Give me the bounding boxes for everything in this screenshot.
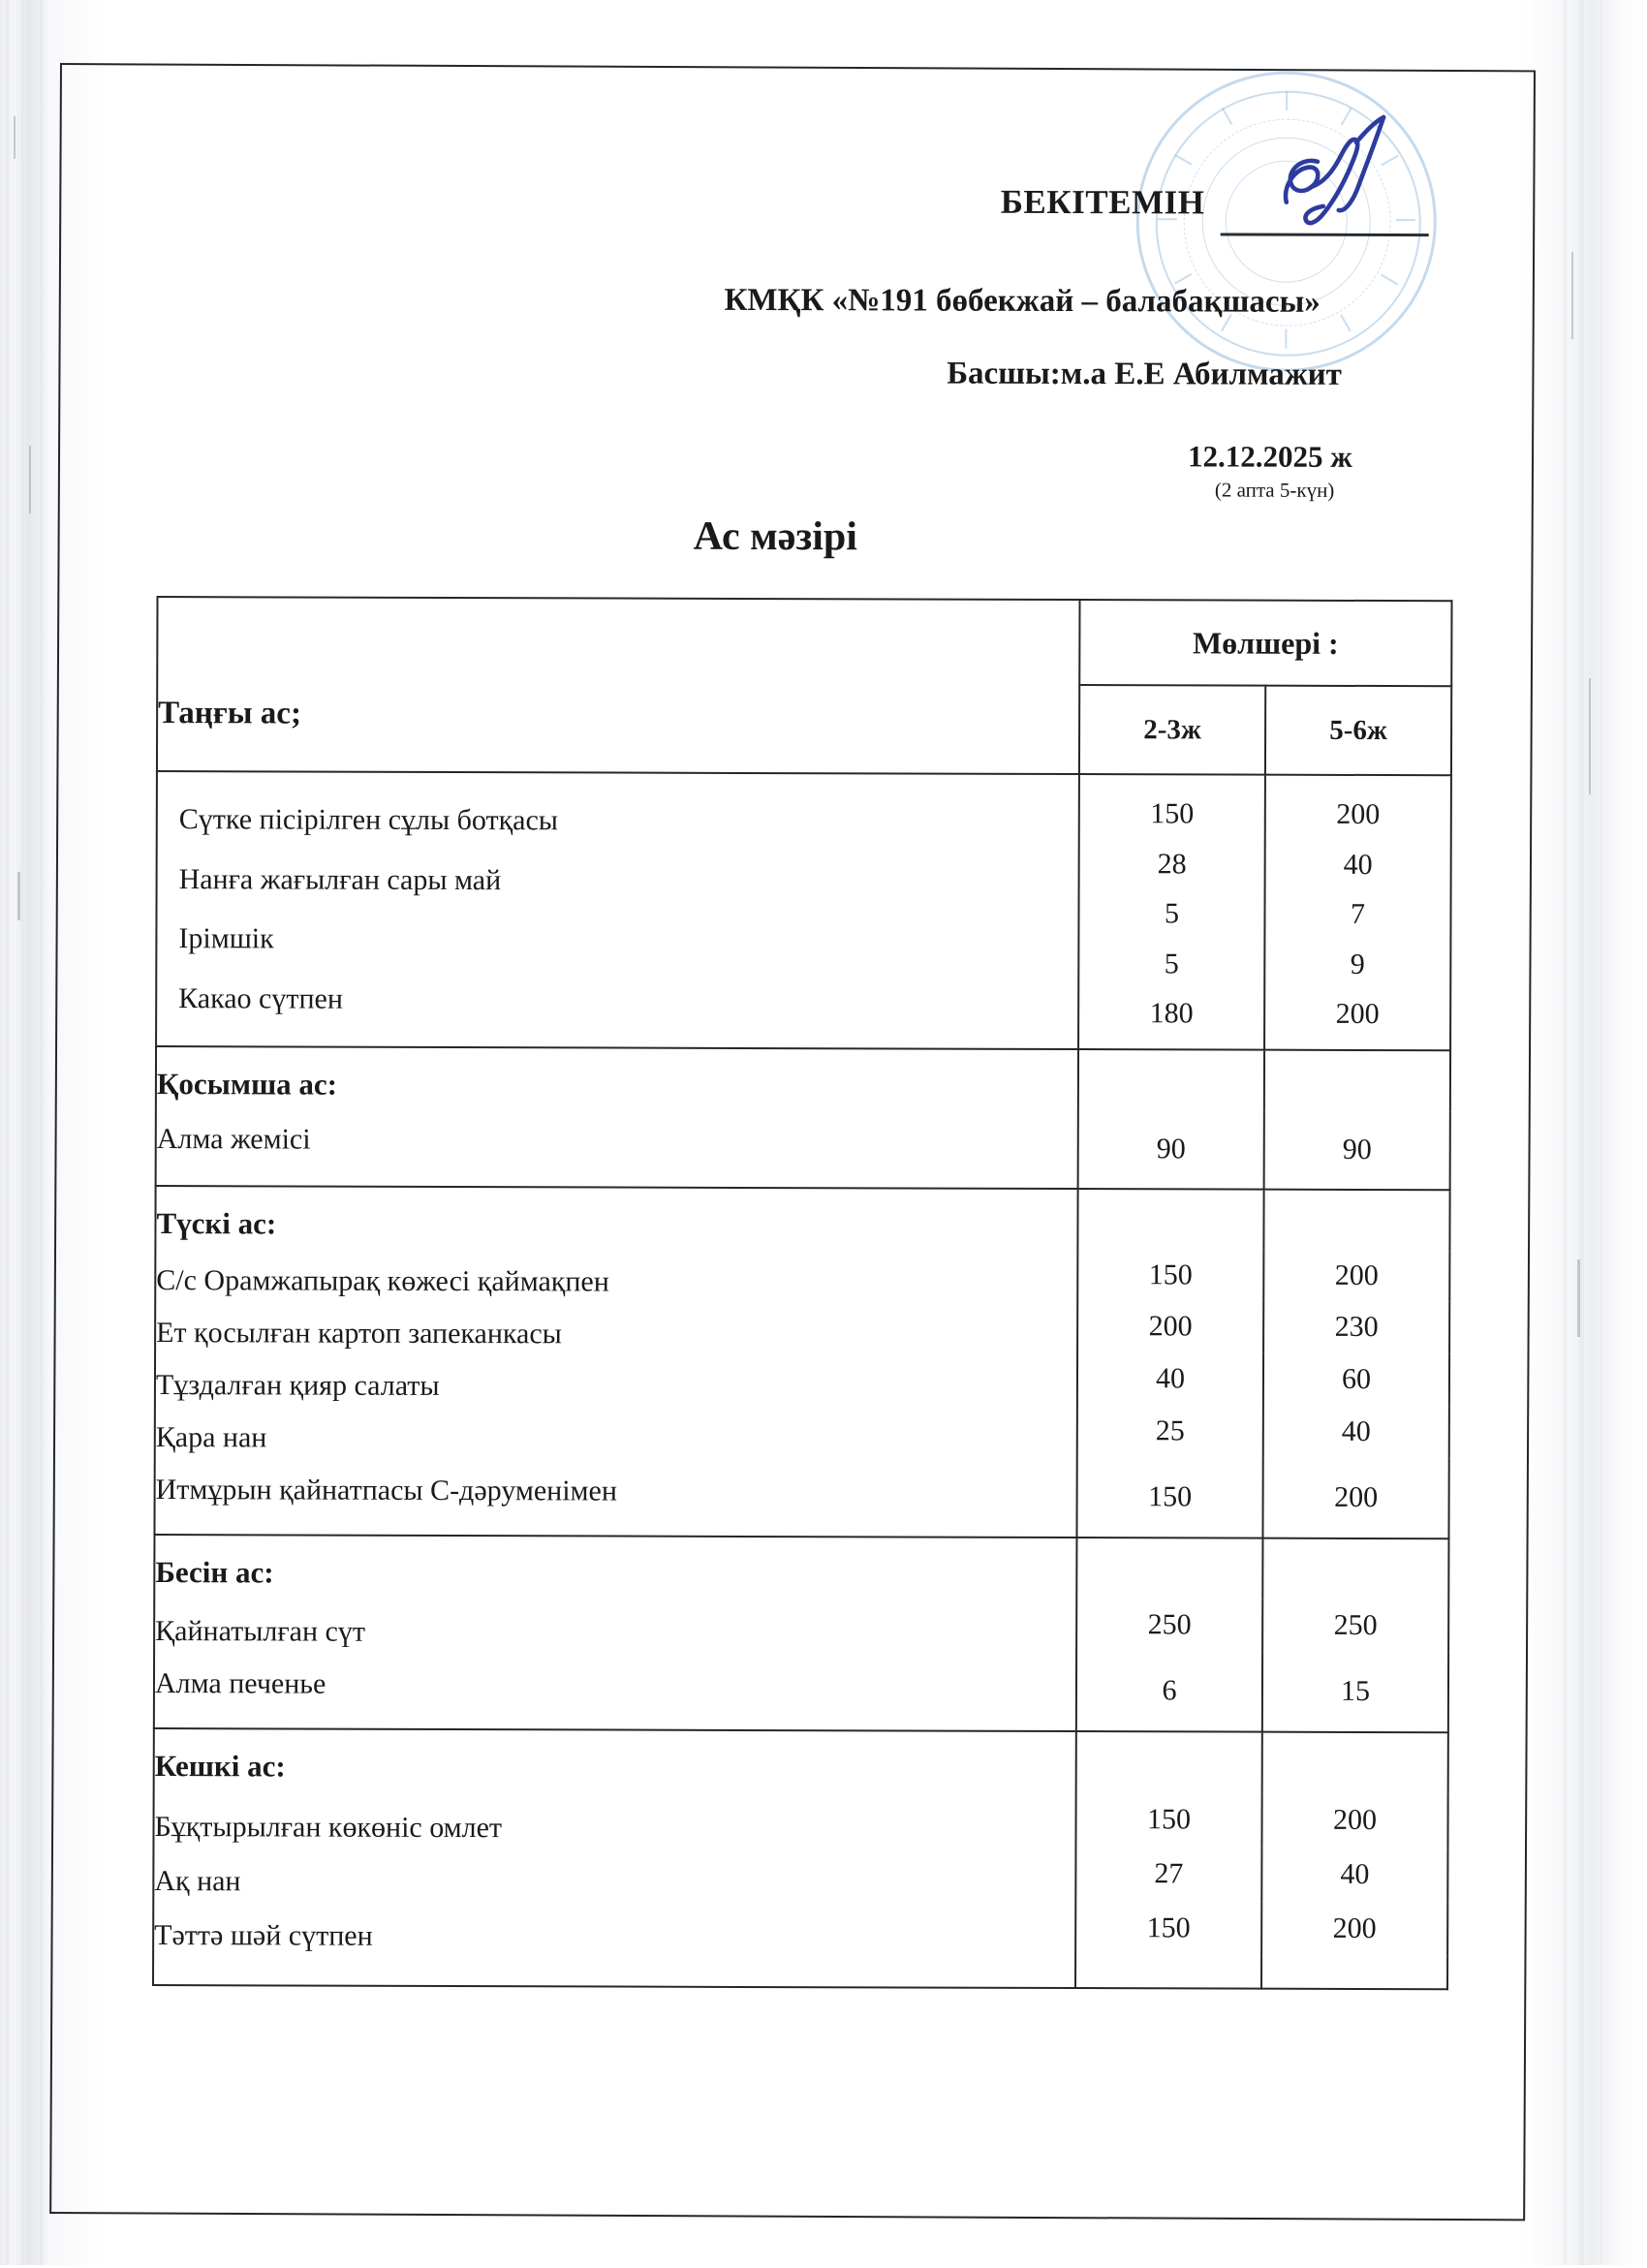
dish-name: Ақ нан (153, 1844, 1075, 1901)
cell-value: 90 (1264, 1111, 1450, 1191)
menu-table (152, 596, 1453, 1990)
cell-value: 40 (1343, 848, 1373, 881)
list-item: Сүтке пісірілген сұлы ботқасы (178, 803, 559, 837)
cell-value: 40 (1261, 1848, 1447, 1903)
empty-cell (1262, 1538, 1448, 1600)
table-row (155, 1350, 1449, 1406)
empty-cell (1076, 1538, 1262, 1600)
cell-value: 15 (1262, 1652, 1448, 1733)
seal-tick (1174, 154, 1192, 166)
cell-value: 150 (1075, 1792, 1261, 1848)
amount-header: Мөлшері : (1079, 600, 1451, 686)
section-title-afternoon: Бесін ас: (154, 1535, 1076, 1599)
section-title-dinner: Кешкі ас: (154, 1728, 1076, 1792)
seal-tick (1396, 219, 1415, 221)
cell-value: 7 (1350, 898, 1366, 931)
seal-tick (1222, 108, 1233, 125)
table-row (154, 1454, 1448, 1538)
cell-value: 9 (1350, 948, 1365, 980)
cell-value: 5 (1164, 897, 1180, 930)
seal-tick (1381, 155, 1398, 167)
table-row (153, 1844, 1447, 1902)
page-title: Ас мәзірі (693, 513, 858, 560)
dish-name: Қайнатылған сүт (154, 1596, 1076, 1651)
cell-value: 27 (1075, 1847, 1261, 1902)
cell-value: 6 (1076, 1651, 1262, 1732)
table-row (153, 1789, 1447, 1848)
cell-value: 250 (1262, 1600, 1448, 1653)
section-header-row (154, 1535, 1448, 1600)
document-date: 12.12.2025 ж (1187, 439, 1352, 474)
section-header-row (155, 1186, 1449, 1251)
cell-value: 200 (1261, 1902, 1447, 1957)
cell-value: 5 (1164, 948, 1179, 980)
cell-value: 40 (1263, 1406, 1449, 1459)
seal-tick (1340, 314, 1352, 331)
cell-value: 40 (1077, 1352, 1263, 1406)
cell-value: 150 (1075, 1901, 1261, 1956)
empty-cell (1261, 1956, 1447, 1990)
cell-value: 150 (1150, 797, 1195, 830)
table-row (156, 1107, 1450, 1190)
dish-name: Тұздалған қияр салаты (155, 1350, 1077, 1405)
table-row (154, 1648, 1448, 1732)
cell-value: 250 (1076, 1599, 1262, 1652)
breakfast-amounts-2-3 (1078, 774, 1265, 1050)
empty-cell (1076, 1731, 1262, 1793)
breakfast-dish-list (156, 771, 1079, 1049)
dish-name: Бұқтырылған көкөніс омлет (153, 1789, 1075, 1847)
list-item: Какао сүтпен (178, 981, 343, 1015)
cell-value: 60 (1263, 1353, 1449, 1407)
seal-tick (1285, 329, 1287, 349)
dish-name: Ет қосылған картоп запеканкасы (155, 1297, 1077, 1352)
table-row (154, 1596, 1448, 1652)
table-row (155, 1247, 1449, 1301)
dish-name: Алма жемісі (156, 1107, 1078, 1189)
dish-name: Алма печенье (154, 1648, 1076, 1731)
dish-name: С/с Орамжапырақ көжесі қаймақпен (155, 1247, 1077, 1300)
section-title-breakfast: Таңғы ас; (157, 597, 1080, 774)
cell-value: 200 (1263, 1251, 1449, 1302)
section-title-lunch: Түскі ас: (155, 1186, 1077, 1250)
age-col-2-3: 2-3ж (1079, 685, 1265, 775)
cell-value: 180 (1149, 997, 1194, 1030)
dish-name: Қара нан (155, 1402, 1077, 1457)
list-item: Ірімшік (178, 922, 274, 955)
cell-value: 25 (1077, 1405, 1263, 1458)
week-day-note: (2 апта 5-күн) (1214, 478, 1335, 502)
section-title-supplement: Қосымша ас: (156, 1046, 1078, 1110)
seal-core-ring (1226, 161, 1348, 283)
age-col-5-6: 5-6ж (1265, 686, 1451, 776)
empty-cell (1077, 1189, 1263, 1251)
seal-tick (1174, 273, 1192, 285)
empty-cell (153, 1952, 1075, 1988)
cell-value: 200 (1336, 797, 1381, 831)
empty-cell (1262, 1732, 1448, 1794)
list-item: Нанға жағылған сары май (178, 862, 502, 896)
approval-label: БЕКІТЕМІН (1000, 182, 1205, 222)
section-header-row (156, 1046, 1450, 1111)
section-header-row (154, 1728, 1448, 1793)
cell-value: 200 (1261, 1793, 1447, 1849)
cell-value: 200 (1335, 998, 1380, 1031)
organization-name: КМҚК «№191 бөбекжай – балабақшасы» (724, 282, 1321, 320)
empty-cell (1075, 1955, 1261, 1989)
seal-tick (1381, 274, 1398, 286)
cell-value: 200 (1077, 1300, 1263, 1353)
cell-value: 28 (1157, 847, 1187, 880)
seal-tick (1341, 108, 1352, 125)
cell-value: 200 (1262, 1458, 1448, 1539)
table-header-row (157, 597, 1451, 686)
table-row (153, 1898, 1447, 1956)
empty-cell (1264, 1050, 1450, 1112)
cell-value: 90 (1078, 1110, 1264, 1190)
seal-tick (1286, 91, 1288, 110)
empty-cell (1263, 1190, 1449, 1252)
dish-name: Тәттә шәй сүтпен (153, 1898, 1075, 1955)
empty-cell (1078, 1049, 1264, 1111)
dish-name: Итмұрын қайнатпасы С-дәруменімен (154, 1454, 1076, 1538)
table-row (155, 1402, 1449, 1458)
breakfast-amounts-5-6 (1264, 775, 1451, 1051)
chief-name: Басшы:м.а Е.Е Абилмажит (947, 356, 1342, 392)
table-row (155, 1297, 1449, 1353)
cell-value: 230 (1263, 1301, 1449, 1354)
cell-value: 150 (1076, 1457, 1262, 1538)
table-bottom-spacer-row (153, 1952, 1447, 1989)
cell-value: 150 (1077, 1250, 1263, 1301)
breakfast-block-row (156, 771, 1451, 1050)
